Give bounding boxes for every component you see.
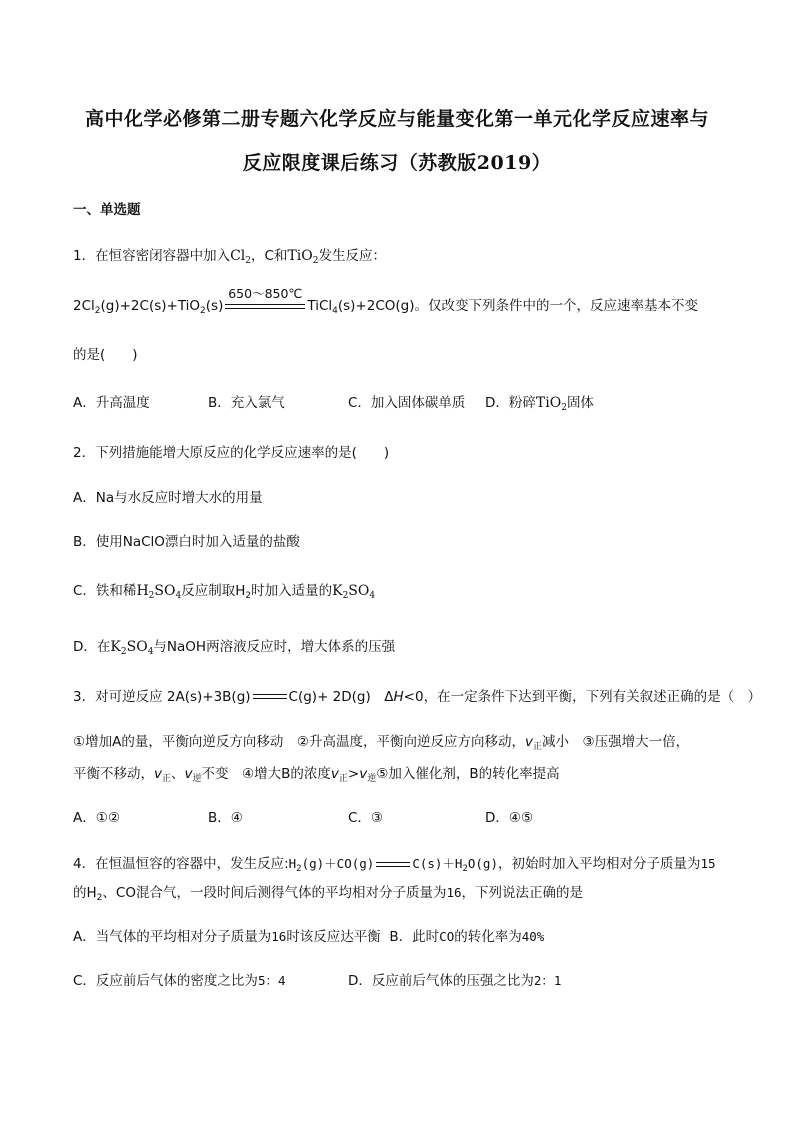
q3-equilibrium-arrow [253, 693, 287, 701]
q4-equation: $H_2(g)+CO(g)$ $C(s)+H_2O(g)$ [288, 856, 498, 874]
q4-stem: 4．在恒温恒容的容器中，发生反应$:H_2(g)+CO(g)$ $C(s)+H_2O(g)$，初始时加入平均相对分子质量为15 [73, 856, 716, 874]
q1-equation [73, 286, 698, 316]
q1-option-d[interactable]: D．粉碎TiO$_2$固体 [485, 395, 594, 413]
q3-statements-line-2: 平衡不移动，$v_正$、$v_逆$不变 ④增大B的浓度$v_正>v_逆⑤$加入催化剂，B的转化率提高 [73, 766, 560, 784]
q1-eq-left: $2Cl_2(g)+2C(s)+TiO_2(s)$ [73, 298, 224, 316]
q1-option-c[interactable]: C．加入固体碳单质 [348, 395, 466, 411]
q4-option-c[interactable]: C．反应前后气体的密度之比为5：4 [73, 973, 286, 989]
q2-k2so4: $K_2SO_4$ [332, 583, 376, 601]
q3-statements-line-1: ①增加A的量，平衡向逆反方向移动 ②升高温度，平衡向逆反应方向移动，$v_正$减小 ③压强增大一倍， [73, 734, 690, 752]
q2-k2so4-d: $K_2SO_4$ [110, 639, 154, 657]
q2-stem: 2．下列措施能增大原反应的化学反应速率的是( ) [73, 445, 390, 461]
q4-stem-line-2: 的$H_2$、CO混合气，一段时间后测得气体的平均相对分子质量为16，下列说法正确的是 [73, 885, 584, 903]
q1-stem-text: 1．在恒容密闭容器中加入 [73, 248, 231, 264]
q3-option-b[interactable]: B．④ [208, 810, 243, 826]
q1-tio2: TiO$_2$ [287, 248, 319, 266]
q3-option-d[interactable]: D．④⑤ [485, 810, 534, 826]
q2-option-c[interactable]: C．铁和稀$H_2SO_4$反应制取$H_2$时加入适量的$K_2SO_4$ [73, 583, 376, 601]
q2-option-a[interactable]: A．Na与水反应时增大水的用量 [73, 490, 263, 506]
q3-option-a[interactable]: A．①② [73, 810, 120, 826]
q4-option-b[interactable]: B．此时CO的转化率为40% [389, 929, 545, 945]
q1-option-a[interactable]: A．升高温度 [73, 395, 150, 411]
q1-eq-tail: 。仅改变下列条件中的一个，反应速率基本不变 [414, 298, 698, 314]
title-line-1: 高中化学必修第二册专题六化学反应与能量变化第一单元化学反应速率与 [84, 108, 709, 130]
q4-option-d[interactable]: D．反应前后气体的压强之比为2：1 [348, 973, 562, 989]
q1-stem-end: 的是( ) [73, 347, 138, 363]
q4-equilibrium-arrow [376, 861, 410, 869]
q2-h2so4: $H_2SO_4$ [136, 583, 182, 601]
q1-stem-text-2: ，C和 [251, 248, 288, 264]
q1-reaction-condition: 650～850℃ [228, 286, 303, 301]
q1-cl2: $Cl_2$ [230, 248, 252, 266]
q1-option-b[interactable]: B．充入氯气 [208, 395, 285, 411]
q4-option-a[interactable]: A．当气体的平均相对分子质量为16时该反应达平衡 [73, 929, 381, 945]
q1-stem [73, 244, 386, 264]
q2-option-d[interactable]: D．在$K_2SO_4$与NaOH两溶液反应时，增大体系的压强 [73, 639, 396, 657]
q3-stem: 3．对可逆反应 2A(s)+3B(g) C(g)+ 2D(g) ΔH<0，在一定条件下达到平衡，下列有关叙述正确的是（ ） [73, 689, 762, 705]
q1-stem-text-3: 发生反应： [318, 248, 386, 264]
q4-options-ab [73, 925, 544, 945]
q3-option-c[interactable]: C．③ [348, 810, 384, 826]
q1-eq-right: TiCl$_4$(s)+2CO(g) [307, 298, 415, 316]
q1-reaction-arrow [225, 286, 305, 313]
title-line-2: 反应限度课后练习（苏教版2019） [242, 152, 552, 174]
q2-option-b[interactable]: B．使用NaClO漂白时加入适量的盐酸 [73, 534, 300, 550]
section-heading: 一、单选题 [73, 202, 141, 218]
